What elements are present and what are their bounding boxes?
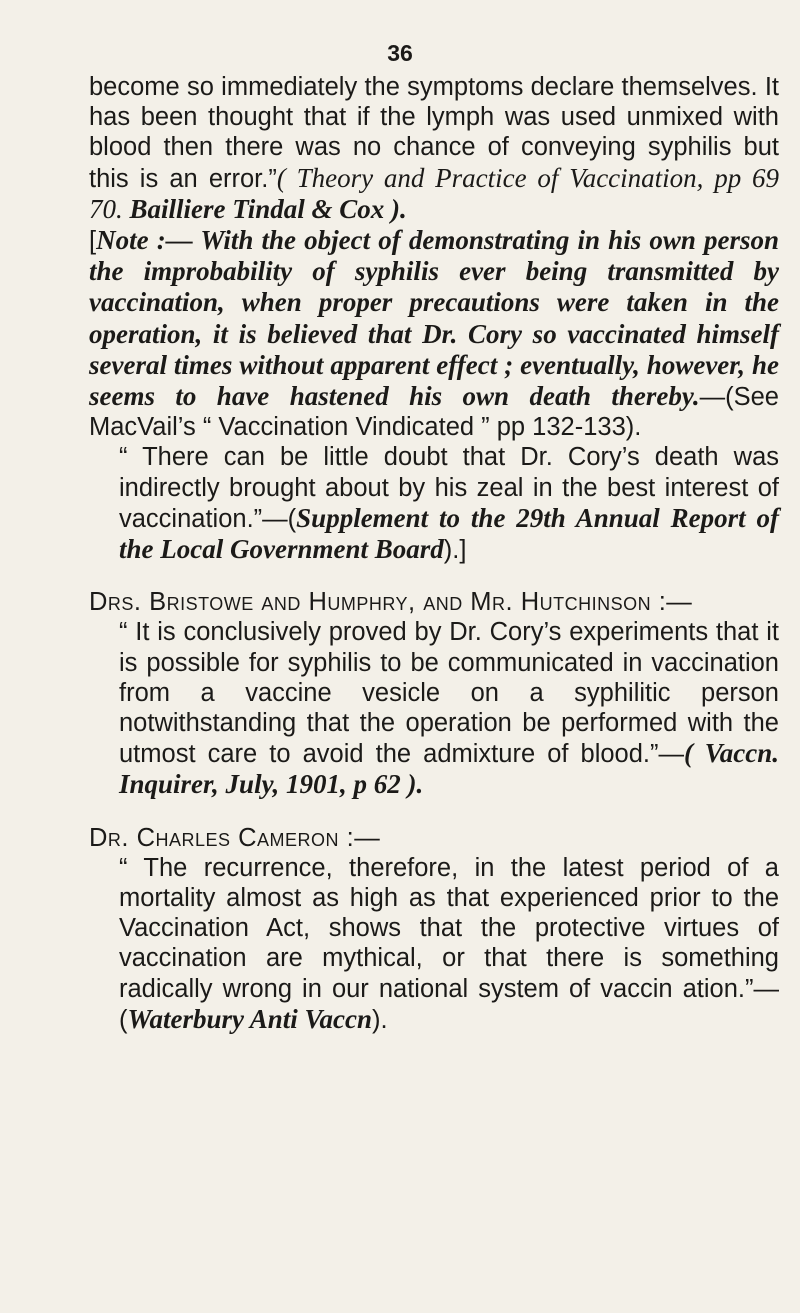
paragraph-3-text: “ There can be little doubt that Dr. Cory’s death was indirectly brought about by his zeal in the best interest of vaccination.”—( [119,443,779,533]
citation-waterbury: Waterbury Anti Vaccn [127,1003,373,1034]
paragraph-7-close: ). [372,1005,388,1034]
citation-supplement: Supplement to the 29th Annual Report of the Local Government Board [119,502,779,565]
paragraph-5-text: “ It is conclusively proved by Dr. Cory’s experiments that it is possible for syphilis to be communicated in vaccination from a vaccine vesicle on a syphilitic person notwithstanding that the operation be performed with the utmost care to avoid the admixture of blood.”— [119,618,779,769]
note-open-bracket: [ [89,227,97,256]
paragraph-3 [89,442,779,565]
paragraph-1-text: become so immediately the symptoms declare themselves. It has been thought that if the lymph was used unmixed with blood then there was no chance of conveying syphilis but this is an error.” [89,73,779,193]
paragraph-1 [89,72,779,225]
paragraph-5 [89,617,779,800]
page-number: 36 [387,40,413,66]
paragraph-3-close: ).] [443,536,467,565]
citation-theory-practice: ( Theory and Practice of Vaccination, pp 69 70. [89,162,779,224]
paragraph-7 [89,853,779,1035]
paragraph-2-note [89,225,779,442]
note-text: Note :— With the object of demonstrating in his own person the improbability of syphilis ever being transmitted by vaccination, when proper precautions were taken in the operation, it is believed that Dr. Cory so vaccinated himself several times without apparent effect ; eventually, however, he seems to have hastened his own death thereby. [89,225,779,412]
paragraph-7-text: “ The recurrence, therefore, in the latest period of a mortality almost as high as that experienced prior to the Vaccination Act, shows that the protective virtues of vaccination are mythical, or that there is something radically wrong in our national system of vaccin ation.”—( [119,853,779,1034]
citation-publisher: Bailliere Tindal & Cox ). [122,193,407,224]
heading-charles-cameron: Dr. Charles Cameron :— [89,823,381,852]
heading-bristowe-humphry-hutchinson: Drs. Bristowe and Humphry, and Mr. Hutchinson :— [89,588,693,617]
note-reference: —(See MacVail’s “ Vaccination Vindicated ” pp 132-133). [89,383,779,442]
body-text [89,72,779,1035]
citation-vaccn-inquirer: ( Vaccn. Inquirer, July, 1901, p 62 ). [119,738,779,800]
